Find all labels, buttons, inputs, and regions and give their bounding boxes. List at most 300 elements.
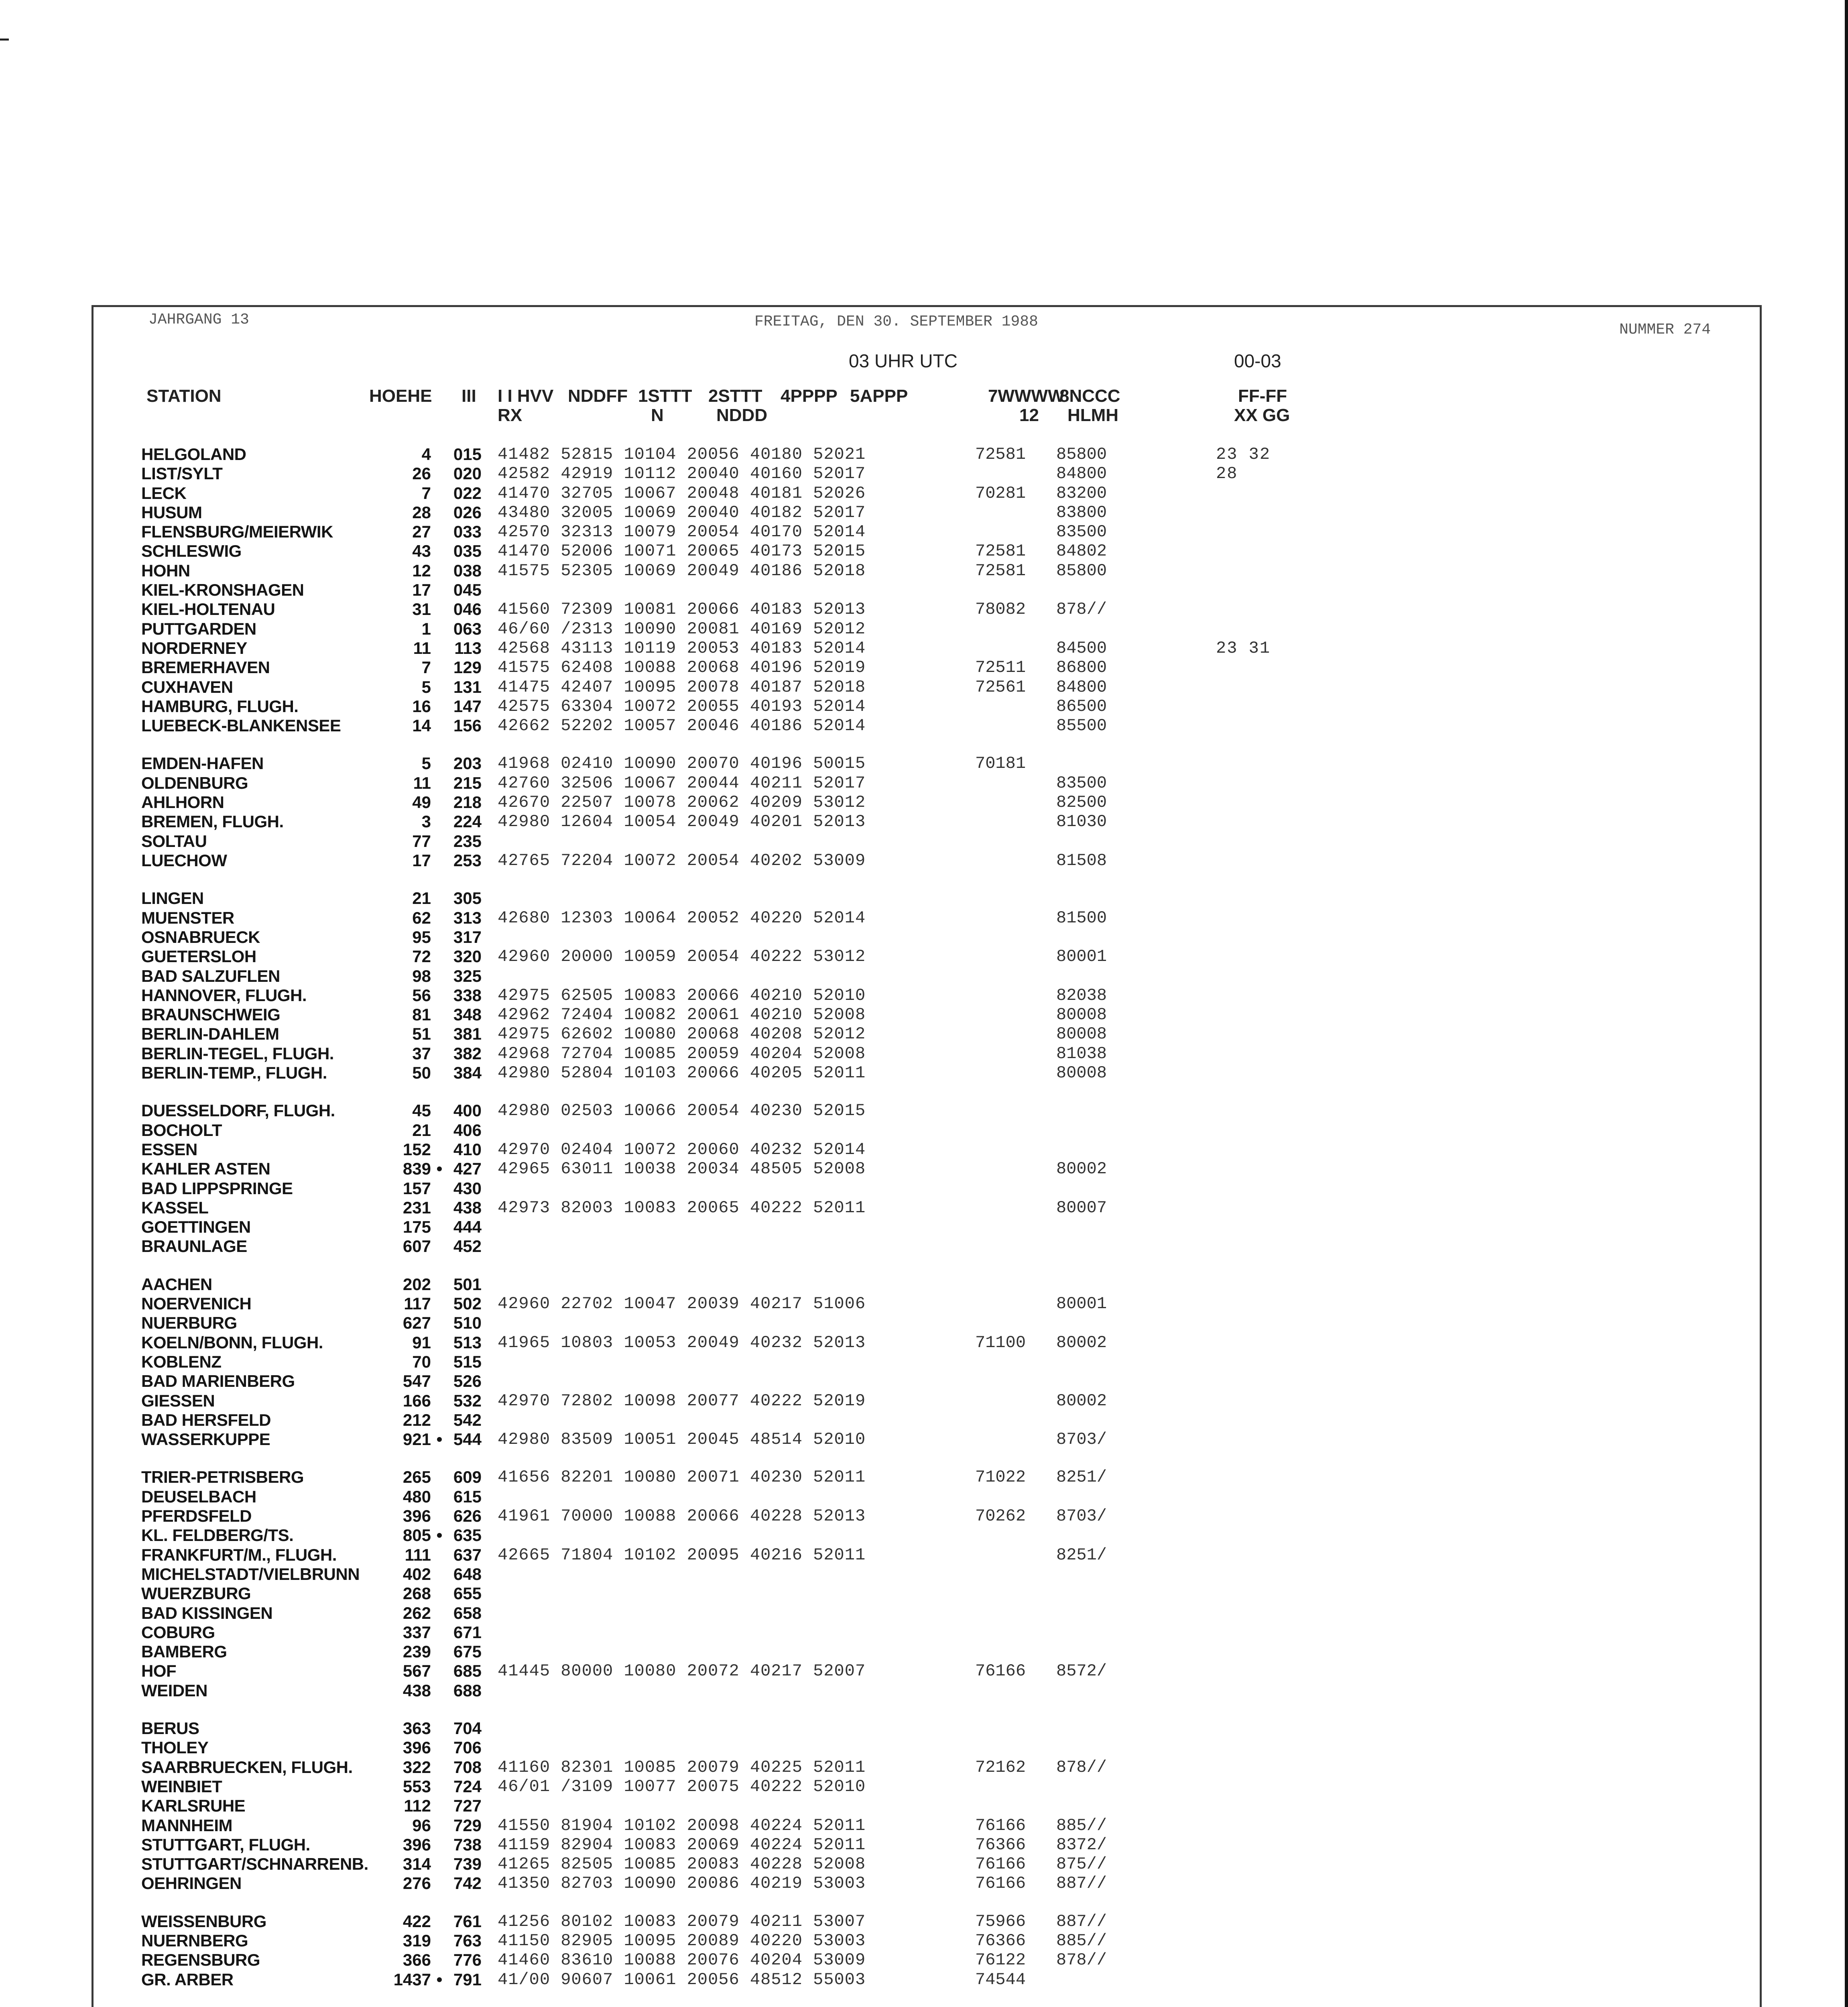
station-name: LINGEN <box>141 889 204 908</box>
station-height: 921 <box>403 1430 431 1449</box>
station-index: 452 <box>453 1237 482 1256</box>
station-name: HOHN <box>141 561 190 580</box>
station-name: LUEBECK-BLANKENSEE <box>141 716 341 735</box>
table-row <box>0 1796 1848 1816</box>
station-index: 313 <box>453 908 482 927</box>
station-name: NUERNBERG <box>141 1931 248 1950</box>
table-row <box>0 697 1848 716</box>
station-height: 166 <box>403 1391 431 1410</box>
table-row <box>0 1333 1848 1352</box>
station-name: KARLSRUHE <box>141 1796 246 1815</box>
station-index: 033 <box>453 522 482 541</box>
col-hoehe: HOEHE <box>369 386 432 406</box>
station-name: CUXHAVEN <box>141 678 233 696</box>
station-index: 026 <box>453 503 482 522</box>
station-height: 276 <box>403 1874 431 1893</box>
station-name: KOELN/BONN, FLUGH. <box>141 1333 323 1352</box>
synop-groups: 41575 62408 10088 20068 40196 52019 <box>498 658 866 677</box>
station-name: MICHELSTADT/VIELBRUNN <box>141 1565 360 1584</box>
synop-groups: 42665 71804 10102 20095 40216 52011 <box>498 1545 866 1565</box>
station-index: 542 <box>453 1411 482 1429</box>
cloud-group: 81030 <box>1056 812 1107 831</box>
table-row <box>0 1719 1848 1738</box>
synop-groups: 46/60 /2313 10090 20081 40169 52012 <box>498 619 866 639</box>
station-height: 117 <box>404 1294 431 1313</box>
cloud-group: 80001 <box>1056 947 1107 966</box>
station-index: 317 <box>453 928 482 947</box>
station-name: KL. FELDBERG/TS. <box>141 1526 294 1545</box>
station-index: 513 <box>453 1333 482 1352</box>
station-height: 627 <box>403 1313 431 1332</box>
station-name: WASSERKUPPE <box>141 1430 270 1449</box>
station-name: STUTTGART, FLUGH. <box>141 1835 310 1854</box>
table-row <box>0 464 1848 483</box>
synop-groups: 41470 52006 10071 20065 40173 52015 <box>498 541 866 561</box>
station-index: 706 <box>453 1738 482 1757</box>
station-height: 805 <box>403 1526 431 1545</box>
table-row <box>0 1024 1848 1044</box>
table-row <box>0 678 1848 697</box>
synop-groups: 42575 63304 10072 20055 40193 52014 <box>498 697 866 716</box>
date-label: FREITAG, DEN 30. SEPTEMBER 1988 <box>754 313 1038 330</box>
station-index: 648 <box>453 1565 482 1584</box>
synop-groups: 42570 32313 10079 20054 40170 52014 <box>498 522 866 541</box>
table-row <box>0 1005 1848 1024</box>
station-name: TRIER-PETRISBERG <box>141 1468 304 1486</box>
station-index: 501 <box>453 1275 482 1294</box>
station-name: BERLIN-TEMP., FLUGH. <box>141 1063 327 1082</box>
station-index: 113 <box>454 639 482 657</box>
station-height: 322 <box>403 1758 431 1777</box>
col-g4a: 2STTT <box>708 386 762 406</box>
synop-groups: 41160 82301 10085 20079 40225 52011 <box>498 1758 866 1777</box>
station-height: 175 <box>403 1217 431 1236</box>
synop-groups: 41968 02410 10090 20070 40196 50015 <box>498 754 866 773</box>
synop-groups: 42975 62602 10080 20068 40208 52012 <box>498 1024 866 1044</box>
station-name: LUECHOW <box>141 851 227 870</box>
table-row <box>0 967 1848 986</box>
table-row <box>0 1681 1848 1700</box>
station-height: 7 <box>421 484 431 503</box>
station-name: NOERVENICH <box>141 1294 252 1313</box>
synop-groups: 42980 02503 10066 20054 40230 52015 <box>498 1101 866 1120</box>
station-index: 410 <box>453 1140 482 1159</box>
table-row <box>0 1506 1848 1526</box>
station-name: BAD KISSINGEN <box>141 1604 273 1622</box>
issue-number: NUMMER 274 <box>1619 321 1711 338</box>
station-index: 022 <box>453 484 482 503</box>
cloud-group: 83500 <box>1056 773 1107 793</box>
station-index: 203 <box>453 754 482 773</box>
station-name: KIEL-KRONSHAGEN <box>141 580 304 599</box>
station-height: 72 <box>412 947 431 966</box>
cloud-group: 83200 <box>1056 484 1107 503</box>
station-index: 147 <box>453 697 482 716</box>
synop-groups: 41470 32705 10067 20048 40181 52026 <box>498 484 866 503</box>
cloud-group: 8703/ <box>1056 1430 1107 1449</box>
station-height: 28 <box>412 503 431 522</box>
station-name: PUTTGARDEN <box>141 619 256 638</box>
weather-group: 72511 <box>975 658 1026 677</box>
station-height: 553 <box>403 1777 431 1796</box>
station-index: 427 <box>453 1159 482 1178</box>
station-index: 035 <box>453 541 482 560</box>
station-height: 51 <box>412 1024 431 1043</box>
station-height: 98 <box>412 967 431 985</box>
station-name: AACHEN <box>141 1275 212 1294</box>
station-index: 510 <box>453 1313 482 1332</box>
table-row <box>0 1661 1848 1681</box>
table-row <box>0 619 1848 639</box>
station-index: 655 <box>453 1584 482 1603</box>
col-g6: 5APPP <box>850 386 908 406</box>
station-height: 337 <box>403 1623 431 1642</box>
synop-groups: 42973 82003 10083 20065 40222 52011 <box>498 1198 866 1217</box>
station-index: 384 <box>453 1063 482 1082</box>
mountain-station-marker: • <box>436 1159 443 1178</box>
cloud-group: 80002 <box>1056 1159 1107 1179</box>
station-index: 400 <box>453 1101 482 1120</box>
cloud-group: 82038 <box>1056 986 1107 1005</box>
cloud-group: 878// <box>1056 1758 1107 1777</box>
station-index: 325 <box>453 967 482 985</box>
table-row <box>0 1526 1848 1545</box>
table-row <box>0 1101 1848 1120</box>
weather-group: 72581 <box>975 445 1026 464</box>
station-index: 544 <box>453 1430 482 1449</box>
station-index: 235 <box>453 832 482 851</box>
cloud-group: 80008 <box>1056 1024 1107 1044</box>
table-row <box>0 1854 1848 1874</box>
station-index: 046 <box>453 600 482 619</box>
station-height: 49 <box>412 793 431 812</box>
station-height: 262 <box>403 1604 431 1622</box>
mountain-station-marker: • <box>436 1430 443 1449</box>
table-row <box>0 1237 1848 1256</box>
synop-groups: 46/01 /3109 10077 20075 40222 52010 <box>498 1777 866 1796</box>
station-name: BREMERHAVEN <box>141 658 270 677</box>
station-name: GR. ARBER <box>141 1970 234 1989</box>
station-index: 742 <box>453 1874 482 1893</box>
station-index: 791 <box>453 1970 482 1989</box>
utc-label: 03 UHR UTC <box>849 350 958 371</box>
station-height: 1 <box>421 619 431 638</box>
cloud-group: 84802 <box>1056 541 1107 561</box>
weather-group: 70262 <box>975 1506 1026 1526</box>
table-row <box>0 561 1848 580</box>
weather-group: 76366 <box>975 1835 1026 1854</box>
synop-groups: 42765 72204 10072 20054 40202 53009 <box>498 851 866 870</box>
table-row <box>0 658 1848 677</box>
station-height: 1437 <box>393 1970 431 1989</box>
table-row <box>0 1835 1848 1854</box>
station-name: BRAUNLAGE <box>141 1237 247 1256</box>
station-name: SOLTAU <box>141 832 207 851</box>
station-name: KIEL-HOLTENAU <box>141 600 275 619</box>
station-height: 21 <box>412 1121 431 1140</box>
synop-groups: 41575 52305 10069 20049 40186 52018 <box>498 561 866 580</box>
station-name: BERLIN-DAHLEM <box>141 1024 279 1043</box>
cloud-group: 84800 <box>1056 678 1107 697</box>
station-name: OEHRINGEN <box>141 1874 242 1893</box>
station-index: 215 <box>453 773 482 792</box>
station-index: 348 <box>453 1005 482 1024</box>
station-index: 724 <box>453 1777 482 1796</box>
cloud-group: 885// <box>1056 1931 1107 1950</box>
station-index: 320 <box>453 947 482 966</box>
table-row <box>0 1642 1848 1661</box>
station-height: 17 <box>412 580 431 599</box>
col-g7b: 12 <box>1019 405 1039 425</box>
station-index: 502 <box>453 1294 482 1313</box>
table-row <box>0 851 1848 870</box>
station-index: 671 <box>453 1623 482 1642</box>
station-height: 239 <box>403 1642 431 1661</box>
cloud-group: 875// <box>1056 1854 1107 1874</box>
station-name: GUETERSLOH <box>141 947 256 966</box>
synop-groups: 41265 82505 10085 20083 40228 52008 <box>498 1854 866 1874</box>
weather-group: 78082 <box>975 600 1026 619</box>
table-row <box>0 1121 1848 1140</box>
synop-groups: 43480 32005 10069 20040 40182 52017 <box>498 503 866 522</box>
station-name: HANNOVER, FLUGH. <box>141 986 307 1005</box>
synop-groups: 42980 12604 10054 20049 40201 52013 <box>498 812 866 831</box>
station-name: BOCHOLT <box>141 1121 222 1140</box>
weather-group: 75966 <box>975 1912 1026 1931</box>
table-row <box>0 1950 1848 1970</box>
station-name: BREMEN, FLUGH. <box>141 812 284 831</box>
synop-groups: 42662 52202 10057 20046 40186 52014 <box>498 716 866 735</box>
station-height: 7 <box>421 658 431 677</box>
synop-groups: 41961 70000 10088 20066 40228 52013 <box>498 1506 866 1526</box>
col-g5: 4PPPP <box>781 386 838 406</box>
station-height: 402 <box>403 1565 431 1584</box>
station-index: 615 <box>453 1487 482 1506</box>
station-name: BAMBERG <box>141 1642 227 1661</box>
cloud-group: 85500 <box>1056 716 1107 735</box>
cloud-group: 80008 <box>1056 1005 1107 1024</box>
synop-groups: 42960 22702 10047 20039 40217 51006 <box>498 1294 866 1313</box>
station-height: 396 <box>403 1835 431 1854</box>
station-height: 11 <box>413 639 431 657</box>
col-g3a: 1STTT <box>638 386 692 406</box>
station-height: 62 <box>412 908 431 927</box>
station-name: BERUS <box>141 1719 199 1738</box>
station-index: 738 <box>453 1835 482 1854</box>
station-name: AHLHORN <box>141 793 224 812</box>
station-height: 16 <box>412 697 431 716</box>
table-row <box>0 986 1848 1005</box>
cloud-group: 85800 <box>1056 561 1107 580</box>
station-name: HOF <box>141 1661 177 1680</box>
synop-groups: 41/00 90607 10061 20056 48512 55003 <box>498 1970 866 1989</box>
station-height: 45 <box>412 1101 431 1120</box>
table-row <box>0 600 1848 619</box>
synop-groups: 41350 82703 10090 20086 40219 53003 <box>498 1874 866 1893</box>
table-row <box>0 541 1848 561</box>
station-index: 727 <box>453 1796 482 1815</box>
station-index: 020 <box>453 464 482 483</box>
station-index: 381 <box>453 1024 482 1043</box>
weather-group: 72581 <box>975 541 1026 561</box>
station-height: 157 <box>403 1179 431 1198</box>
table-row <box>0 1411 1848 1430</box>
gust-group: 23 31 <box>1216 639 1271 658</box>
cloud-group: 83500 <box>1056 522 1107 541</box>
station-height: 17 <box>412 851 431 870</box>
col-g2: NDDFF <box>568 386 628 406</box>
table-row <box>0 793 1848 812</box>
synop-groups: 42760 32506 10067 20044 40211 52017 <box>498 773 866 793</box>
table-row <box>0 1545 1848 1565</box>
table-row <box>0 1584 1848 1603</box>
col-g1a: I I HVV <box>498 386 554 406</box>
station-height: 14 <box>412 716 431 735</box>
station-height: 81 <box>412 1005 431 1024</box>
station-name: HELGOLAND <box>141 445 246 464</box>
station-height: 56 <box>412 986 431 1005</box>
cloud-group: 887// <box>1056 1874 1107 1893</box>
station-height: 96 <box>412 1816 431 1835</box>
weather-group: 72561 <box>975 678 1026 697</box>
cloud-group: 887// <box>1056 1912 1107 1931</box>
gust-group: 28 <box>1216 464 1238 483</box>
station-name: DUESSELDORF, FLUGH. <box>141 1101 335 1120</box>
station-name: WEISSENBURG <box>141 1912 266 1931</box>
weather-group: 76166 <box>975 1854 1026 1874</box>
table-row <box>0 1912 1848 1931</box>
table-row <box>0 889 1848 908</box>
table-row <box>0 773 1848 793</box>
station-name: MUENSTER <box>141 908 234 927</box>
station-index: 338 <box>453 986 482 1005</box>
table-row <box>0 1816 1848 1835</box>
station-name: FLENSBURG/MEIERWIK <box>141 522 333 541</box>
cloud-group: 878// <box>1056 1950 1107 1970</box>
station-height: 95 <box>412 928 431 947</box>
table-row <box>0 1217 1848 1237</box>
station-height: 43 <box>412 541 431 560</box>
station-index: 609 <box>453 1468 482 1486</box>
station-height: 70 <box>412 1352 431 1371</box>
station-height: 5 <box>421 678 431 696</box>
synop-groups: 42670 22507 10078 20062 40209 53012 <box>498 793 866 812</box>
cloud-group: 81508 <box>1056 851 1107 870</box>
table-row <box>0 928 1848 947</box>
col-g8b: HLMH <box>1067 405 1119 425</box>
station-index: 131 <box>453 678 482 696</box>
table-row <box>0 1294 1848 1313</box>
table-row <box>0 1372 1848 1391</box>
col-iii: III <box>461 386 476 406</box>
table-row <box>0 1313 1848 1333</box>
station-index: 129 <box>453 658 482 677</box>
station-name: DEUSELBACH <box>141 1487 256 1506</box>
synop-groups: 42960 20000 10059 20054 40222 53012 <box>498 947 866 966</box>
station-name: GOETTINGEN <box>141 1217 251 1236</box>
station-name: BERLIN-TEGEL, FLUGH. <box>141 1044 334 1063</box>
col-g9b: XX GG <box>1234 405 1290 425</box>
synop-groups: 42568 43113 10119 20053 40183 52014 <box>498 639 866 658</box>
station-index: 430 <box>453 1179 482 1198</box>
cloud-group: 8251/ <box>1056 1545 1107 1565</box>
station-height: 319 <box>403 1931 431 1950</box>
table-row <box>0 522 1848 541</box>
synop-groups: 42962 72404 10082 20061 40210 52008 <box>498 1005 866 1024</box>
station-height: 152 <box>403 1140 431 1159</box>
synop-groups: 41656 82201 10080 20071 40230 52011 <box>498 1468 866 1487</box>
cloud-group: 84800 <box>1056 464 1107 483</box>
col-g7a: 7WWWW <box>988 386 1065 406</box>
table-row <box>0 812 1848 831</box>
weather-group: 76166 <box>975 1661 1026 1681</box>
station-index: 224 <box>453 812 482 831</box>
cloud-group: 8372/ <box>1056 1835 1107 1854</box>
station-index: 761 <box>453 1912 482 1931</box>
synop-groups: 41482 52815 10104 20056 40180 52021 <box>498 445 866 464</box>
station-name: GIESSEN <box>141 1391 215 1410</box>
cloud-group: 885// <box>1056 1816 1107 1835</box>
station-height: 27 <box>412 522 431 541</box>
table-row <box>0 947 1848 966</box>
station-index: 382 <box>453 1044 482 1063</box>
table-row <box>0 1430 1848 1449</box>
station-height: 112 <box>404 1796 431 1815</box>
station-height: 3 <box>421 812 431 831</box>
weather-group: 71022 <box>975 1468 1026 1487</box>
table-row <box>0 716 1848 735</box>
table-row <box>0 908 1848 928</box>
synop-groups: 41256 80102 10083 20079 40211 53007 <box>498 1912 866 1931</box>
station-height: 11 <box>413 773 431 792</box>
station-index: 675 <box>453 1642 482 1661</box>
table-row <box>0 1931 1848 1950</box>
cloud-group: 80001 <box>1056 1294 1107 1313</box>
station-name: THOLEY <box>141 1738 209 1757</box>
table-row <box>0 754 1848 773</box>
col-g1b: RX <box>498 405 522 425</box>
station-name: REGENSBURG <box>141 1950 260 1969</box>
table-row <box>0 1487 1848 1506</box>
station-name: OSNABRUECK <box>141 928 260 947</box>
station-name: COBURG <box>141 1623 215 1642</box>
weather-group: 70181 <box>975 754 1026 773</box>
station-height: 21 <box>412 889 431 908</box>
station-height: 363 <box>403 1719 431 1738</box>
cloud-group: 80002 <box>1056 1391 1107 1411</box>
station-index: 156 <box>453 716 482 735</box>
synop-groups: 42582 42919 10112 20040 40160 52017 <box>498 464 866 483</box>
table-row <box>0 1468 1848 1487</box>
station-height: 607 <box>403 1237 431 1256</box>
station-index: 305 <box>453 889 482 908</box>
synop-groups: 41560 72309 10081 20066 40183 52013 <box>498 600 866 619</box>
station-height: 50 <box>412 1063 431 1082</box>
table-row <box>0 445 1848 464</box>
station-height: 12 <box>412 561 431 580</box>
weather-group: 74544 <box>975 1970 1026 1989</box>
weather-group: 70281 <box>975 484 1026 503</box>
station-index: 776 <box>453 1950 482 1969</box>
station-name: WEINBIET <box>141 1777 222 1796</box>
station-index: 063 <box>453 619 482 638</box>
station-name: KOBLENZ <box>141 1352 222 1371</box>
station-index: 637 <box>453 1545 482 1564</box>
synop-groups: 41550 81904 10102 20098 40224 52011 <box>498 1816 866 1835</box>
station-name: SAARBRUECKEN, FLUGH. <box>141 1758 353 1777</box>
station-name: HUSUM <box>141 503 202 522</box>
station-index: 218 <box>453 793 482 812</box>
